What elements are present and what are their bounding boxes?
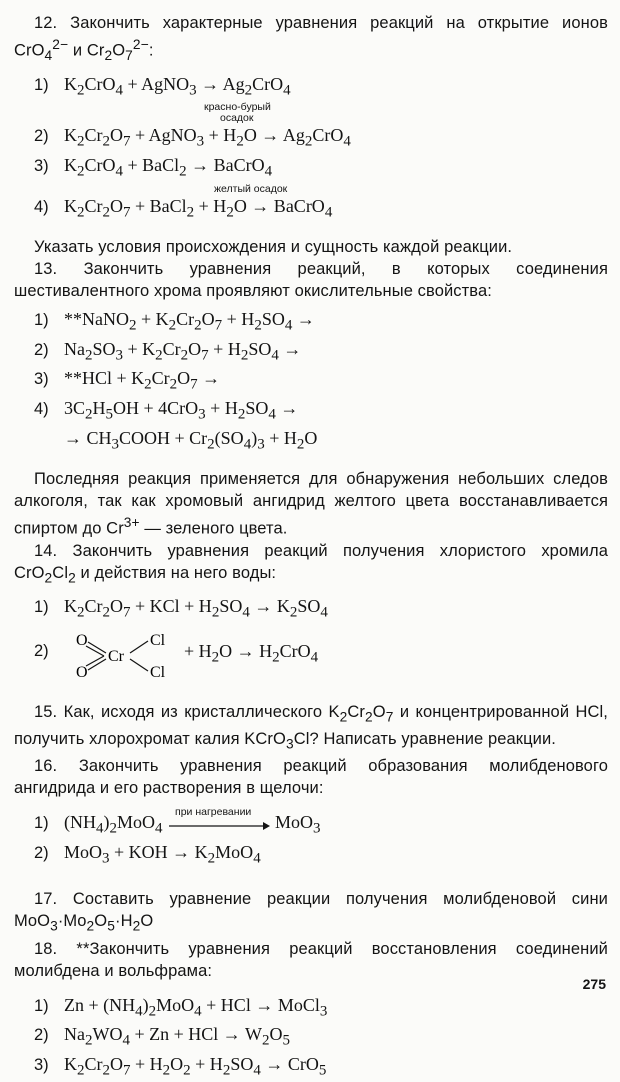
task-17-text: 17. Составить уравнение реакции получения молибденовой сини $MoO_3\cdot Mo_2O_5\cdot H_2O$ [14, 890, 608, 934]
task-12-eq-3: 3) $K_2CrO_4$ + BaCl$_2$ → BaCrO$_4$ желтый осадок [34, 154, 608, 195]
double-bond-bottom-b [86, 656, 104, 666]
task-16-eq-2: 2) MoO$_3$ + KOH → $K_2MoO_4$ [34, 841, 261, 867]
task-12-text: 12. Закончить характерные уравнения реакций на открытие ионов CrO$_4^{2-}$ и $Cr_2O_7^{2-}$: [14, 14, 608, 63]
task-12-instruction: Указать условия происхождения и сущность каждой реакции. [34, 238, 513, 257]
task-13-eq-2: 2) $Na_2SO_3 + K_2Cr_2O_7 + H_2SO_4$ → [34, 338, 302, 364]
task-16-text: 16. Закончить уравнения реакций образования молибденового ангидрида и его растворения в щелочи: [14, 757, 608, 798]
task-16-eq-1: 1) $(NH_4)_2MoO_4$ при нагревании MoO$_3$ [34, 806, 321, 837]
task-12-eq-4: 4) $K_2Cr_2O_7$ + BaCl$_2$ + $H_2O$ → BaCrO$_4$ [34, 195, 333, 221]
task-15-text: 15. Как, исходя из кристаллического $K_2Cr_2O_7$ и концентрированной HCl, получить хлорохромат калия KCrO$_3$Cl? Написать уравнение реакции. [14, 702, 608, 752]
atom-cr: Cr [108, 647, 124, 665]
task-18-text: 18. **Закончить уравнения реакций восстановления соединений молибдена и вольфрама: [14, 939, 608, 980]
double-bond-top-a [88, 642, 106, 653]
atom-cl-top: Cl [150, 631, 166, 649]
precipitate-note-yellow: желтый осадок [214, 182, 288, 195]
atom-cl-bottom: Cl [150, 663, 166, 681]
task-13-note: Последняя реакция применяется для обнаружения небольших следов алкоголя, так как хромовый ангидрид желтого цвета восстанавливается спиртом до $Cr^{3+}$ — зеленого цвета. [14, 470, 608, 538]
task-18-eq-2: 2) $Na_2WO_4 + Zn$ + HCl → $W_2O_5$ [34, 1024, 290, 1049]
task-12-eq-2: 2) $K_2Cr_2O_7$ + AgNO$_3$ + $H_2O \to Ag_2CrO_4$ [34, 125, 351, 150]
single-bond-bottom [130, 659, 148, 671]
task-13-text: 13. Закончить уравнения реакций, в которых соединения шестивалентного хрома проявляют окислительные свойства: [14, 260, 608, 301]
task-13-eq-3: 3) $**HCl + K_2Cr_2O_7$ → [34, 368, 221, 393]
task-13-eq-4: 4) $3C_2H_5OH + 4CrO_3 + H_2SO_4$ → [34, 397, 299, 423]
precipitate-note-red-brown: красно-бурый осадок [204, 101, 271, 125]
task-14-eq-2: 2) O O Cr Cl Cl + $H_2O \to H_2CrO_4$ [34, 625, 608, 683]
task-14-eq-1: 1) $K_2Cr_2O_7$ + KCl + $H_2SO_4 \to K_2SO_4$ [34, 595, 328, 621]
task-13-eq-1: 1) **NaNO$_2$ + $K_2Cr_2O_7 + H_2SO_4$ → [34, 309, 315, 334]
task-14-text: 14. Закончить уравнения реакций получения хлористого хромила $CrO_2Cl_2$ и действия на него воды: [14, 541, 608, 585]
atom-o-top: O [76, 631, 88, 649]
heating-arrow: при нагревании [167, 814, 271, 837]
atom-o-bottom: O [76, 663, 88, 681]
chromyl-chloride-structure [64, 625, 184, 683]
page-number: 275 [582, 976, 606, 992]
task-12-eq-1: 1) $K_2CrO_4$ + AgNO$_3$ → $Ag_2CrO_4$ красно-бурый осадок [34, 73, 608, 125]
textbook-page [14, 12, 608, 1082]
double-bond-top-b [86, 646, 104, 656]
task-18-eq-3: 3) $K_2Cr_2O_7 + H_2O_2 + H_2SO_4 \to CrO_5$ [34, 1053, 327, 1079]
task-18-eq-1: 1) $Zn + (NH_4)_2MoO_4$ + HCl → MoCl$_3$ [34, 994, 328, 1020]
single-bond-top [130, 641, 148, 653]
double-bond-bottom-a [88, 659, 106, 670]
task-13-eq-4-continued: → $CH_3COOH + Cr_2(SO_4)_3 + H_2O$ [64, 427, 318, 453]
